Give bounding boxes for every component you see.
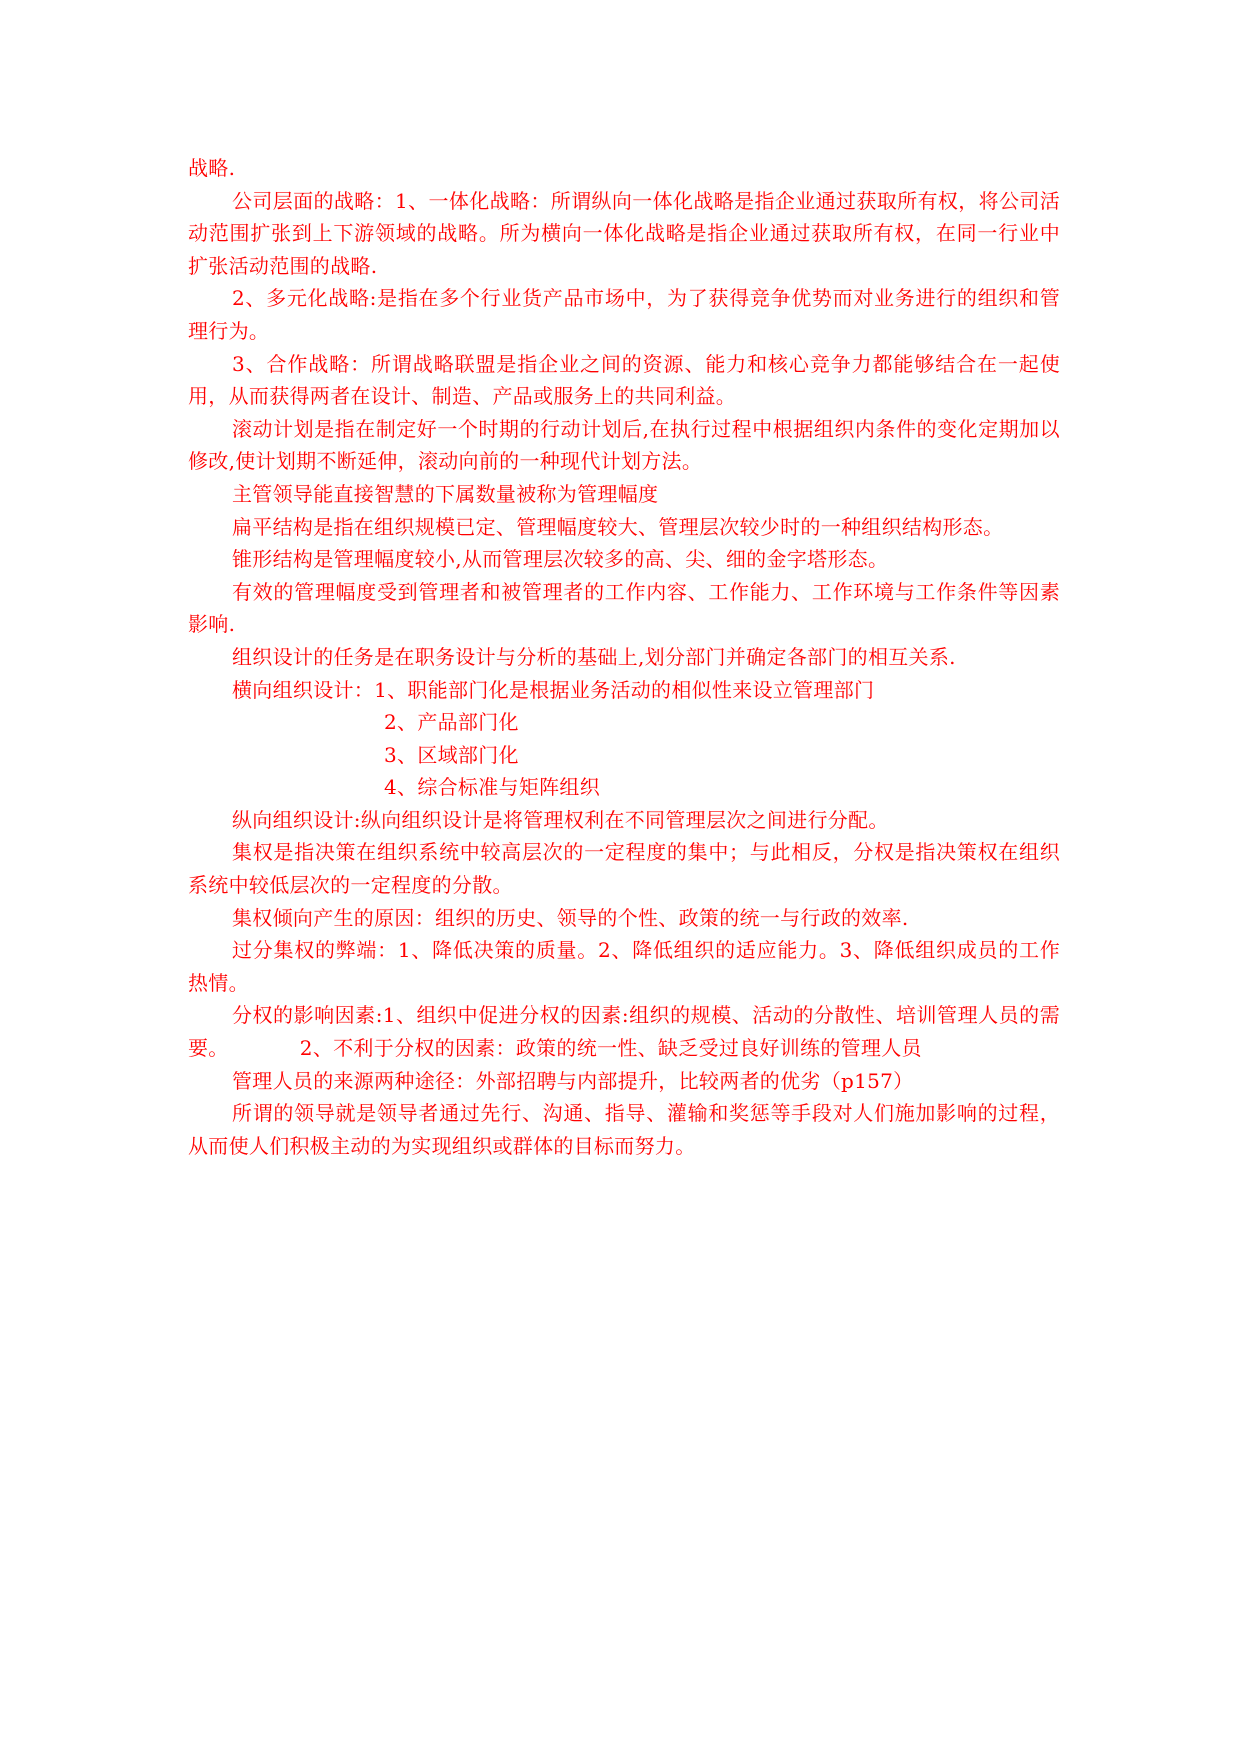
paragraph-cooperation: 3、合作战略：所谓战略联盟是指企业之间的资源、能力和核心竞争力都能够结合在一起使用，从而获得两者在设计、制造、产品或服务上的共同利益。 [188,351,1060,409]
paragraph-org-design-task: 组织设计的任务是在职务设计与分析的基础上,划分部门并确定各部门的相互关系. [232,644,956,669]
paragraph-leadership: 所谓的领导就是领导者通过先行、沟通、指导、灌输和奖惩等手段对人们施加影响的过程，从而使人们积极主动的为实现组织或群体的目标而努力。 [188,1101,1060,1158]
document-body [188,152,1060,1162]
paragraph-strategy-end: 战略. [188,156,236,180]
paragraph-horizontal-design: 横向组织设计：1、职能部门化是根据业务活动的相似性来设立管理部门 [232,677,875,702]
paragraph-corporate-strategy: 公司层面的战略：1、一体化战略：所谓纵向一体化战略是指企业通过获取所有权，将公司活动范围扩张到上下游领域的战略。所为横向一体化战略是指企业通过获取所有权，在同一行业中扩张活动范围的战略. [188,188,1060,278]
paragraph-tall-structure: 锥形结构是管理幅度较小,从而管理层次较多的高、尖、细的金字塔形态。 [232,547,889,572]
paragraph-vertical-design: 纵向组织设计:纵向组织设计是将管理权利在不同管理层次之间进行分配。 [232,807,889,832]
paragraph-flat-structure: 扁平结构是指在组织规模已定、管理幅度较大、管理层次较少时的一种组织结构形态。 [232,514,1004,539]
paragraph-decentralization-factors: 分权的影响因素:1、组织中促进分权的因素:组织的规模、活动的分散性、培训管理人员的需要。 2、不利于分权的因素：政策的统一性、缺乏受过良好训练的管理人员 [188,1003,1060,1061]
paragraph-effective-span: 有效的管理幅度受到管理者和被管理者的工作内容、工作能力、工作环境与工作条件等因素影响. [188,579,1060,637]
paragraph-staff-sources: 管理人员的来源两种途径：外部招聘与内部提升，比较两者的优劣（p157） [232,1068,914,1093]
list-item-region: 3、区域部门化 [384,742,519,767]
paragraph-span-of-control: 主管领导能直接智慧的下属数量被称为管理幅度 [232,481,659,506]
paragraph-centralization-causes: 集权倾向产生的原因：组织的历史、领导的个性、政策的统一与行政的效率. [232,905,909,930]
list-item-matrix: 4、综合标准与矩阵组织 [384,775,601,800]
paragraph-diversification: 2、多元化战略:是指在多个行业货产品市场中，为了获得竞争优势而对业务进行的组织和管理行为。 [188,286,1060,343]
paragraph-rolling-plan: 滚动计划是指在制定好一个时期的行动计划后,在执行过程中根据组织内条件的变化定期加以修改,使计划期不断延伸，滚动向前的一种现代计划方法。 [188,416,1060,474]
list-item-product: 2、产品部门化 [384,710,519,735]
paragraph-centralization: 集权是指决策在组织系统中较高层次的一定程度的集中；与此相反，分权是指决策权在组织系统中较低层次的一定程度的分散。 [188,840,1060,898]
paragraph-over-centralization: 过分集权的弊端：1、降低决策的质量。2、降低组织的适应能力。3、降低组织成员的工作热情。 [188,938,1060,995]
